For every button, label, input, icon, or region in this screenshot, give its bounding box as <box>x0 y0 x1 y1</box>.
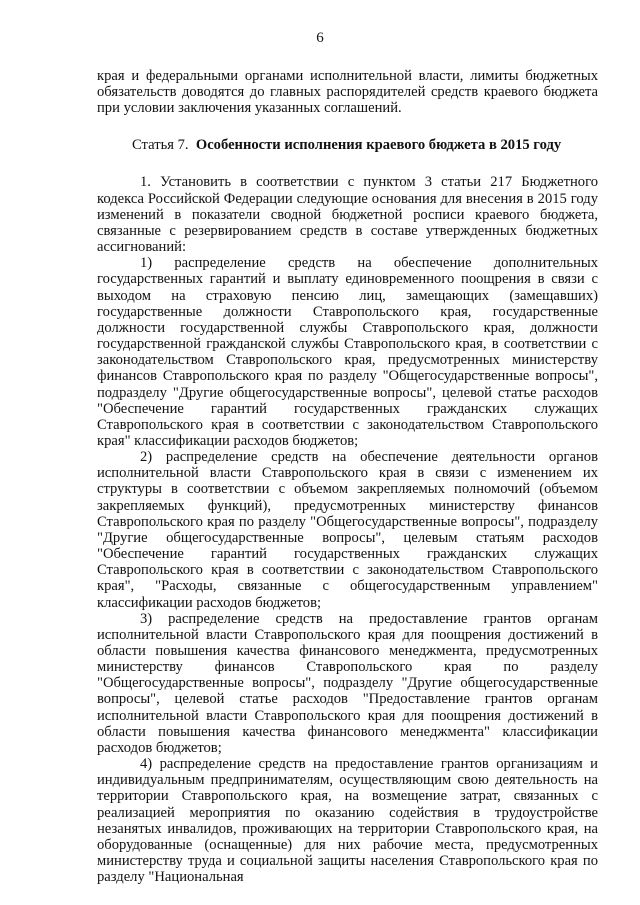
article-heading <box>132 137 598 154</box>
page-number: 6 <box>316 30 324 46</box>
article-title: Особенности исполнения краевого бюджета в 2015 году <box>195 137 562 154</box>
paragraph-item-3: 3) распределение средств на предоставление грантов органам исполнительной власти Ставропольского края для поощрения достижений в области повышения качества финансового менеджмента, предусмотренных министерству финансов Ставропольского края по разделу "Общегосударственные вопросы", подразделу "Другие общегосударственные вопросы", целевой статье расходов "Предоставление грантов органам исполнительной власти Ставропольского края для поощрения достижений в области повышения качества финансового менеджмента" классификации расходов бюджетов; <box>97 610 598 756</box>
paragraph-1: 1. Установить в соответствии с пунктом 3 статьи 217 Бюджетного кодекса Российской Федерации следующие основания для внесения в 2015 году изменений в показатели сводной бюджетной росписи краевого бюджета, связанные с резервированием средств в составе утвержденных бюджетных ассигнований: <box>97 174 598 256</box>
article-number: Статья 7. <box>132 137 189 154</box>
paragraph-item-2: 2) распределение средств на обеспечение деятельности органов исполнительной власти Ставропольского края в связи с изменением их структуры в соответствии с объемом закрепляемых полномочий (объемом закрепляемых функций), предусмотренных министерству финансов Ставропольского края по разделу "Общегосударственные вопросы", подразделу "Другие общегосударственные вопросы", целевым статьям расходов "Обеспечение гарантий государственных гражданских служащих Ставропольского края в соответствии с законодательством Ставропольского края", "Расходы, связанные с общегосударственным управлением" классификации расходов бюджетов; <box>97 449 598 611</box>
paragraph-item-1: 1) распределение средств на обеспечение дополнительных государственных гарантий и выплату единовременного поощрения в связи с выходом на страховую пенсию лиц, замещающих (замещавших) государственные должности Ставропольского края, государственные должности государственной службы Ставропольского края, должности государственной гражданской службы Ставропольского края, в соответствии с законодательством Ставропольского края, предусмотренных министерству финансов Ставропольского края по разделу "Общегосударственные вопросы", подразделу "Другие общегосударственные вопросы", целевой статье расходов "Обеспечение гарантий государственных гражданских служащих Ставропольского края в соответствии с законодательством Ставропольского края" классификации расходов бюджетов; <box>97 255 598 449</box>
document-body <box>97 68 598 885</box>
intro-paragraph: края и федеральными органами исполнительной власти, лимиты бюджетных обязательств доводятся до главных распорядителей средств краевого бюджета при условии заключения указанных соглашений. <box>97 68 598 117</box>
paragraph-item-4: 4) распределение средств на предоставление грантов организациям и индивидуальным предпринимателям, осуществляющим свою деятельность на территории Ставропольского края, на возмещение затрат, связанных с реализацией мероприятия по оказанию содействия в трудоустройстве незанятых инвалидов, проживающих на территории Ставропольского края, на оборудованные (оснащенные) для них рабочие места, предусмотренных министерству труда и социальной защиты населения Ставропольского края по разделу "Национальная <box>97 756 598 886</box>
